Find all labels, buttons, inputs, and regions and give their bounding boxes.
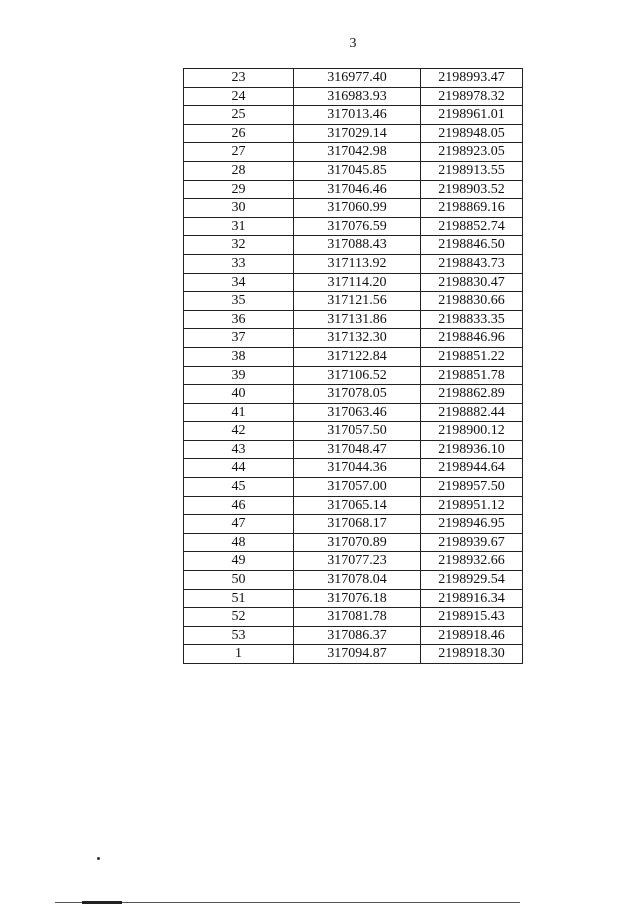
- point-number-cell: 47: [184, 515, 294, 534]
- scan-speck: [97, 857, 100, 860]
- table-row: [184, 199, 523, 218]
- point-number-cell: 1: [184, 645, 294, 664]
- x-coordinate-cell: 317048.47: [294, 440, 421, 459]
- y-coordinate-cell: 2198923.05: [421, 143, 523, 162]
- y-coordinate-cell: 2198846.96: [421, 329, 523, 348]
- table-row: [184, 459, 523, 478]
- x-coordinate-cell: 317013.46: [294, 106, 421, 125]
- x-coordinate-cell: 316977.40: [294, 69, 421, 88]
- x-coordinate-cell: 317086.37: [294, 626, 421, 645]
- table-row: [184, 552, 523, 571]
- bottom-rule-mark: [82, 901, 122, 904]
- point-number-cell: 42: [184, 422, 294, 441]
- y-coordinate-cell: 2198916.34: [421, 589, 523, 608]
- point-number-cell: 53: [184, 626, 294, 645]
- y-coordinate-cell: 2198932.66: [421, 552, 523, 571]
- x-coordinate-cell: 317114.20: [294, 273, 421, 292]
- x-coordinate-cell: 317113.92: [294, 254, 421, 273]
- point-number-cell: 45: [184, 478, 294, 497]
- point-number-cell: 29: [184, 180, 294, 199]
- x-coordinate-cell: 317063.46: [294, 403, 421, 422]
- x-coordinate-cell: 317078.04: [294, 571, 421, 590]
- point-number-cell: 36: [184, 310, 294, 329]
- point-number-cell: 32: [184, 236, 294, 255]
- x-coordinate-cell: 317081.78: [294, 608, 421, 627]
- y-coordinate-cell: 2198846.50: [421, 236, 523, 255]
- point-number-cell: 43: [184, 440, 294, 459]
- y-coordinate-cell: 2198851.22: [421, 347, 523, 366]
- point-number-cell: 39: [184, 366, 294, 385]
- y-coordinate-cell: 2198957.50: [421, 478, 523, 497]
- x-coordinate-cell: 317076.18: [294, 589, 421, 608]
- y-coordinate-cell: 2198993.47: [421, 69, 523, 88]
- table-row: [184, 69, 523, 88]
- point-number-cell: 34: [184, 273, 294, 292]
- x-coordinate-cell: 317046.46: [294, 180, 421, 199]
- table-row: [184, 273, 523, 292]
- x-coordinate-cell: 317057.00: [294, 478, 421, 497]
- y-coordinate-cell: 2198978.32: [421, 87, 523, 106]
- y-coordinate-cell: 2198936.10: [421, 440, 523, 459]
- y-coordinate-cell: 2198913.55: [421, 161, 523, 180]
- x-coordinate-cell: 316983.93: [294, 87, 421, 106]
- x-coordinate-cell: 317131.86: [294, 310, 421, 329]
- y-coordinate-cell: 2198903.52: [421, 180, 523, 199]
- y-coordinate-cell: 2198900.12: [421, 422, 523, 441]
- table-row: [184, 143, 523, 162]
- point-number-cell: 23: [184, 69, 294, 88]
- table-row: [184, 180, 523, 199]
- table-row: [184, 403, 523, 422]
- table-row: [184, 571, 523, 590]
- table-row: [184, 533, 523, 552]
- y-coordinate-cell: 2198862.89: [421, 385, 523, 404]
- point-number-cell: 40: [184, 385, 294, 404]
- point-number-cell: 24: [184, 87, 294, 106]
- table-row: [184, 106, 523, 125]
- y-coordinate-cell: 2198951.12: [421, 496, 523, 515]
- table-row: [184, 161, 523, 180]
- y-coordinate-cell: 2198833.35: [421, 310, 523, 329]
- table-row: [184, 236, 523, 255]
- y-coordinate-cell: 2198851.78: [421, 366, 523, 385]
- table-row: [184, 217, 523, 236]
- point-number-cell: 26: [184, 124, 294, 143]
- x-coordinate-cell: 317122.84: [294, 347, 421, 366]
- point-number-cell: 28: [184, 161, 294, 180]
- y-coordinate-cell: 2198948.05: [421, 124, 523, 143]
- y-coordinate-cell: 2198830.47: [421, 273, 523, 292]
- y-coordinate-cell: 2198830.66: [421, 292, 523, 311]
- point-number-cell: 25: [184, 106, 294, 125]
- y-coordinate-cell: 2198882.44: [421, 403, 523, 422]
- point-number-cell: 27: [184, 143, 294, 162]
- table-row: [184, 366, 523, 385]
- point-number-cell: 49: [184, 552, 294, 571]
- table-row: [184, 608, 523, 627]
- y-coordinate-cell: 2198939.67: [421, 533, 523, 552]
- point-number-cell: 38: [184, 347, 294, 366]
- point-number-cell: 30: [184, 199, 294, 218]
- y-coordinate-cell: 2198929.54: [421, 571, 523, 590]
- coordinates-table-body: [184, 69, 523, 664]
- table-row: [184, 515, 523, 534]
- point-number-cell: 35: [184, 292, 294, 311]
- table-row: [184, 478, 523, 497]
- y-coordinate-cell: 2198918.30: [421, 645, 523, 664]
- y-coordinate-cell: 2198944.64: [421, 459, 523, 478]
- y-coordinate-cell: 2198961.01: [421, 106, 523, 125]
- x-coordinate-cell: 317045.85: [294, 161, 421, 180]
- x-coordinate-cell: 317044.36: [294, 459, 421, 478]
- x-coordinate-cell: 317088.43: [294, 236, 421, 255]
- y-coordinate-cell: 2198946.95: [421, 515, 523, 534]
- x-coordinate-cell: 317121.56: [294, 292, 421, 311]
- point-number-cell: 37: [184, 329, 294, 348]
- y-coordinate-cell: 2198852.74: [421, 217, 523, 236]
- x-coordinate-cell: 317068.17: [294, 515, 421, 534]
- y-coordinate-cell: 2198843.73: [421, 254, 523, 273]
- y-coordinate-cell: 2198869.16: [421, 199, 523, 218]
- table-row: [184, 440, 523, 459]
- x-coordinate-cell: 317029.14: [294, 124, 421, 143]
- x-coordinate-cell: 317077.23: [294, 552, 421, 571]
- x-coordinate-cell: 317057.50: [294, 422, 421, 441]
- table-row: [184, 310, 523, 329]
- coordinates-table: [183, 68, 523, 664]
- table-row: [184, 87, 523, 106]
- x-coordinate-cell: 317078.05: [294, 385, 421, 404]
- table-row: [184, 589, 523, 608]
- x-coordinate-cell: 317132.30: [294, 329, 421, 348]
- bottom-rule: [55, 902, 520, 903]
- table-row: [184, 645, 523, 664]
- point-number-cell: 48: [184, 533, 294, 552]
- point-number-cell: 33: [184, 254, 294, 273]
- table-row: [184, 347, 523, 366]
- point-number-cell: 41: [184, 403, 294, 422]
- point-number-cell: 50: [184, 571, 294, 590]
- table-row: [184, 292, 523, 311]
- table-row: [184, 329, 523, 348]
- table-row: [184, 422, 523, 441]
- x-coordinate-cell: 317042.98: [294, 143, 421, 162]
- x-coordinate-cell: 317106.52: [294, 366, 421, 385]
- point-number-cell: 51: [184, 589, 294, 608]
- point-number-cell: 44: [184, 459, 294, 478]
- x-coordinate-cell: 317070.89: [294, 533, 421, 552]
- x-coordinate-cell: 317060.99: [294, 199, 421, 218]
- table-row: [184, 385, 523, 404]
- table-row: [184, 124, 523, 143]
- y-coordinate-cell: 2198915.43: [421, 608, 523, 627]
- table-row: [184, 496, 523, 515]
- point-number-cell: 46: [184, 496, 294, 515]
- table-row: [184, 626, 523, 645]
- point-number-cell: 31: [184, 217, 294, 236]
- y-coordinate-cell: 2198918.46: [421, 626, 523, 645]
- page-number: 3: [349, 36, 357, 51]
- x-coordinate-cell: 317076.59: [294, 217, 421, 236]
- x-coordinate-cell: 317065.14: [294, 496, 421, 515]
- table-row: [184, 254, 523, 273]
- point-number-cell: 52: [184, 608, 294, 627]
- x-coordinate-cell: 317094.87: [294, 645, 421, 664]
